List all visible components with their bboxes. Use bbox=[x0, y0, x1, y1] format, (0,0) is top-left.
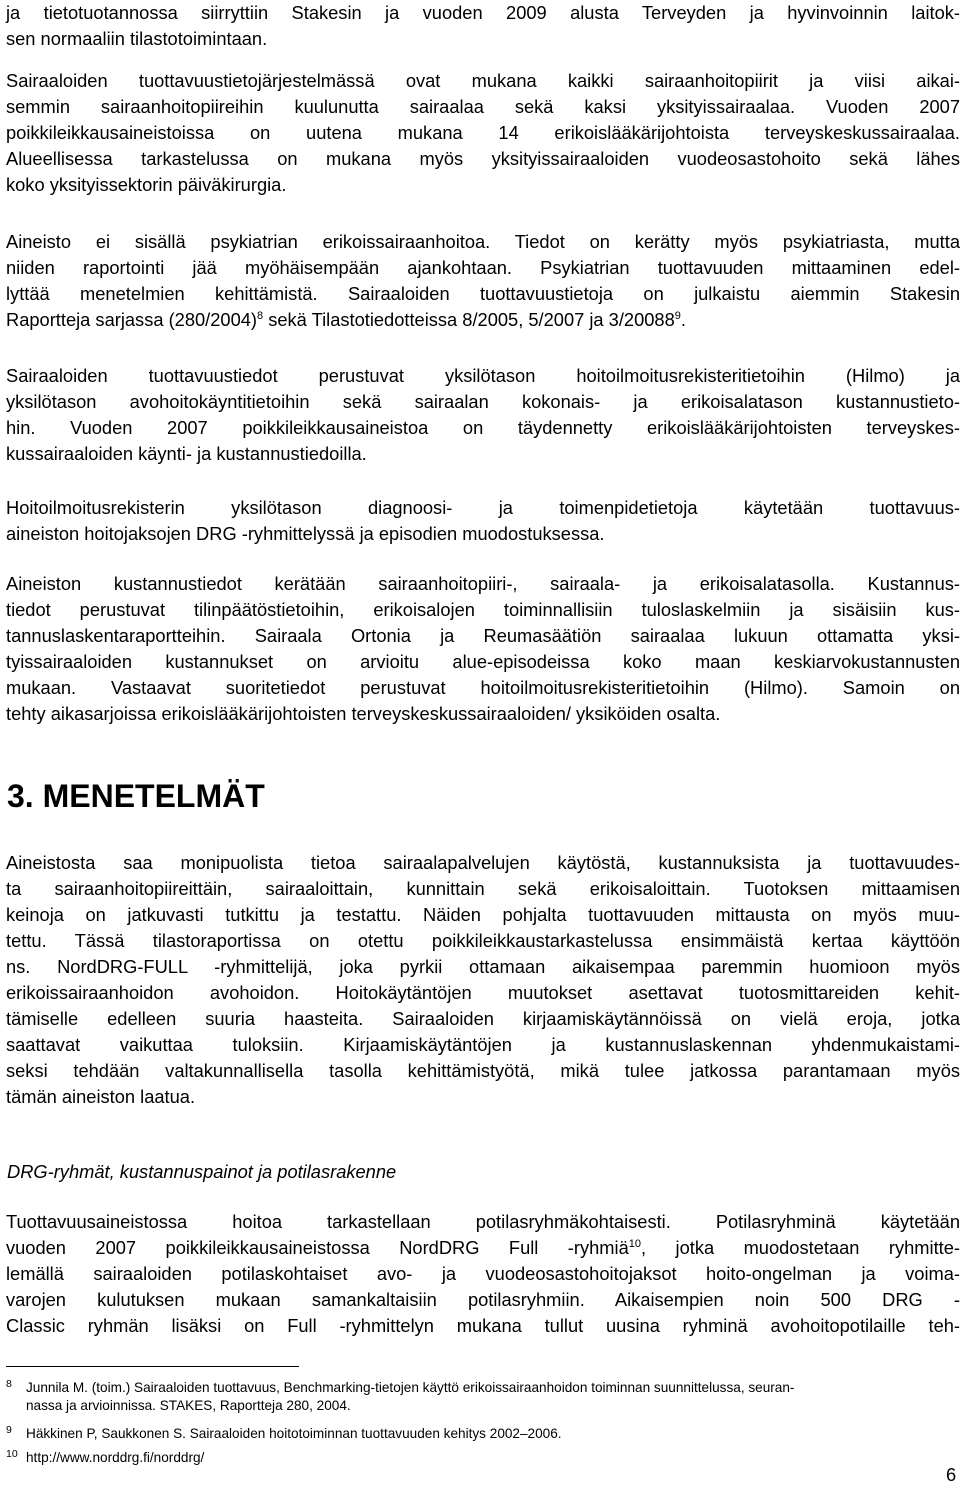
footnote-number: 9 bbox=[6, 1424, 12, 1436]
text-line: Hoitoilmoitusrekisterin yksilötason diagnoosi- ja toimenpidetietoja käytetään tuottavuus- bbox=[6, 497, 960, 518]
footnote-body[interactable] bbox=[6, 1449, 960, 1467]
text-line: tiedot perustuvat tilinpäätöstietoihin, erikoisalojen toiminnallisiin tuloslaskelmiin ja sisäisiin kus- bbox=[6, 599, 960, 620]
paragraph-costs bbox=[6, 571, 960, 727]
text-fragment: Raportteja sarjassa (280/2004) bbox=[6, 309, 258, 330]
paragraph-drg-grouping bbox=[6, 495, 960, 547]
subsection-heading: DRG-ryhmät, kustannuspainot ja potilasrakenne bbox=[7, 1161, 397, 1182]
text-line: erikoissairaanhoidon avohoidon. Hoitokäytäntöjen muutokset asettavat tuotosmittareiden kehit- bbox=[6, 982, 960, 1003]
text-line: Tuottavuusaineistossa hoitoa tarkastellaan potilasryhmäkohtaisesti. Potilasryhminä käytetään bbox=[6, 1211, 960, 1232]
text-line: tannuslaskentaraportteihin. Sairaala Ortonia ja Reumasäätiön sairaalaa lukuun ottamatta yksi- bbox=[6, 625, 960, 646]
text-line: kussairaaloiden käynti- ja kustannustiedoilla. bbox=[6, 443, 367, 464]
text-line: tämiselle edelleen suuria haasteita. Sairaaloiden kirjaamiskäytännöissä on vielä eroja, jotka bbox=[6, 1008, 960, 1029]
paragraph-psychiatry bbox=[6, 229, 960, 333]
text-line: Aineiston kustannustiedot kerätään sairaanhoitopiiri-, sairaala- ja erikoisalatasolla. Kustannus- bbox=[6, 573, 960, 594]
footnote-divider bbox=[6, 1366, 299, 1367]
text-line: nassa ja arvioinnissa. STAKES, Raportteja 280, 2004. bbox=[26, 1398, 351, 1413]
paragraph-coverage bbox=[6, 68, 960, 198]
text-line: poikkileikkausaineistoissa on uutena mukana 14 erikoislääkärijohtoista terveyskeskussairaalaa. bbox=[6, 122, 960, 143]
text-line: tettu. Tässä tilastoraportissa on otettu poikkileikkaustarkastelussa ensimmäistä kertaa käyttöön bbox=[6, 930, 960, 951]
text-line: ns. NordDRG-FULL -ryhmittelijä, joka pyrkii ottamaan aikaisempaa paremmin huomioon myös bbox=[6, 956, 960, 977]
text-line: Classic ryhmän lisäksi on Full -ryhmittelyn mukana tullut uusina ryhminä avohoitopotilaille teh- bbox=[6, 1315, 960, 1336]
text-line: niiden raportointi jää myöhäisempään ajankohtaan. Psykiatrian tuottavuuden mittaaminen edel- bbox=[6, 257, 960, 278]
text-line: Sairaaloiden tuottavuustietojärjestelmässä ovat mukana kaikki sairaanhoitopiirit ja viisi aikai- bbox=[6, 70, 960, 91]
text-fragment: . bbox=[680, 309, 686, 330]
paragraph-methods bbox=[6, 850, 960, 1110]
paragraph-patient-groups bbox=[6, 1209, 960, 1339]
text-line: Alueellisessa tarkastelussa on mukana myös yksityissairaaloiden vuodeosastohoito sekä lähes bbox=[6, 148, 960, 169]
text-line: ja tietotuotannossa siirryttiin Stakesin ja vuoden 2009 alusta Terveyden ja hyvinvoinnin laitok- bbox=[6, 2, 960, 23]
section-heading: 3. MENETELMÄT bbox=[7, 778, 265, 814]
paragraph-data-sources bbox=[6, 363, 960, 467]
text-line: varojen kulutuksen mukaan samankaltaisiin potilasryhmiin. Aikaisempien noin 500 DRG - bbox=[6, 1289, 960, 1310]
text-line bbox=[6, 1235, 960, 1261]
footnote-number: 10 bbox=[6, 1448, 18, 1460]
text-line: lyttää menetelmien kehittämistä. Sairaaloiden tuottavuustietoja on julkaistu aiemmin Stakesin bbox=[6, 283, 960, 304]
text-line: aineiston hoitojaksojen DRG -ryhmittelyssä ja episodien muodostuksessa. bbox=[6, 523, 605, 544]
text-line: Häkkinen P, Saukkonen S. Sairaaloiden hoitotoiminnan tuottavuuden kehitys 2002–2006. bbox=[26, 1426, 562, 1441]
paragraph-intro bbox=[6, 0, 960, 52]
text-line: tehty aikasarjoissa erikoislääkärijohtoisten terveyskeskussairaaloiden/ yksiköiden osalta. bbox=[6, 703, 721, 724]
text-line: mukaan. Vastaavat suoritetiedot perustuvat hoitoilmoitusrekisteritietoihin (Hilmo). Samoin on bbox=[6, 677, 960, 698]
text-line: koko yksityissektorin päiväkirurgia. bbox=[6, 174, 287, 195]
footnote-body bbox=[6, 1379, 960, 1415]
footnote-body bbox=[6, 1425, 960, 1443]
page-number: 6 bbox=[946, 1464, 957, 1485]
footnote-ref: 8 bbox=[257, 309, 264, 322]
text-line: tämän aineiston laatua. bbox=[6, 1086, 196, 1107]
footnote-ref: 9 bbox=[674, 309, 681, 322]
text-fragment: , jotka muodostetaan ryhmitte- bbox=[641, 1237, 960, 1258]
footnote-9 bbox=[6, 1425, 960, 1443]
footnote-8 bbox=[6, 1379, 960, 1415]
text-line: Sairaaloiden tuottavuustiedot perustuvat yksilötason hoitoilmoitusrekisteritietoihin (Hilmo) ja bbox=[6, 365, 960, 386]
text-line: ta sairaanhoitopiireittäin, sairaaloittain, kunnittain sekä erikoisaloittain. Tuotoksen mittaamisen bbox=[6, 878, 960, 899]
footnote-ref: 10 bbox=[628, 1237, 641, 1250]
footnote-number: 8 bbox=[6, 1378, 12, 1390]
text-fragment: sekä Tilastotiedotteissa 8/2005, 5/2007 ja 3/20088 bbox=[263, 309, 675, 330]
text-line: keinoja on jatkuvasti tutkittu ja testattu. Näiden pohjalta tuottavuuden mittausta on myös muu- bbox=[6, 904, 960, 925]
text-line: Aineisto ei sisällä psykiatrian erikoissairaanhoitoa. Tiedot on kerätty myös psykiatriasta, mutta bbox=[6, 231, 960, 252]
text-line: yksilötason avohoitokäyntitietoihin sekä sairaalan kokonais- ja erikoisalatason kustannustieto- bbox=[6, 391, 960, 412]
text-line: tyissairaaloiden kustannukset on arvioitu alue-episodeissa koko maan keskiarvokustannusten bbox=[6, 651, 960, 672]
text-line: lemällä sairaaloiden potilaskohtaiset avo- ja vuodeosastohoitojaksot hoito-ongelman ja voima- bbox=[6, 1263, 960, 1284]
text-line: semmin sairaanhoitopiireihin kuulunutta sairaalaa sekä kaksi yksityissairaalaa. Vuoden 2007 bbox=[6, 96, 960, 117]
text-line: Junnila M. (toim.) Sairaaloiden tuottavuus, Benchmarking-tietojen käyttö erikoissairaanhoidon toiminnan suunnittelussa, seuran- bbox=[26, 1380, 795, 1395]
footnote-10 bbox=[6, 1449, 960, 1467]
text-line bbox=[6, 307, 960, 333]
text-line: sen normaaliin tilastotoimintaan. bbox=[6, 28, 268, 49]
text-line: hin. Vuoden 2007 poikkileikkausaineistoa on täydennetty erikoislääkärijohtoisten terveyskes- bbox=[6, 417, 960, 438]
text-line: Aineistosta saa monipuolista tietoa sairaalapalvelujen käytöstä, kustannuksista ja tuottavuudes- bbox=[6, 852, 960, 873]
text-line: seksi tehdään valtakunnallisella tasolla kehittämistyötä, mikä tulee jatkossa parantamaan myös bbox=[6, 1060, 960, 1081]
text-fragment: vuoden 2007 poikkileikkausaineistossa NordDRG Full -ryhmiä bbox=[6, 1237, 629, 1258]
footnote-link[interactable]: http://www.norddrg.fi/norddrg/ bbox=[26, 1450, 205, 1465]
text-line: saattavat vaikuttaa tuloksiin. Kirjaamiskäytäntöjen ja kustannuslaskennan yhdenmukaistami- bbox=[6, 1034, 960, 1055]
